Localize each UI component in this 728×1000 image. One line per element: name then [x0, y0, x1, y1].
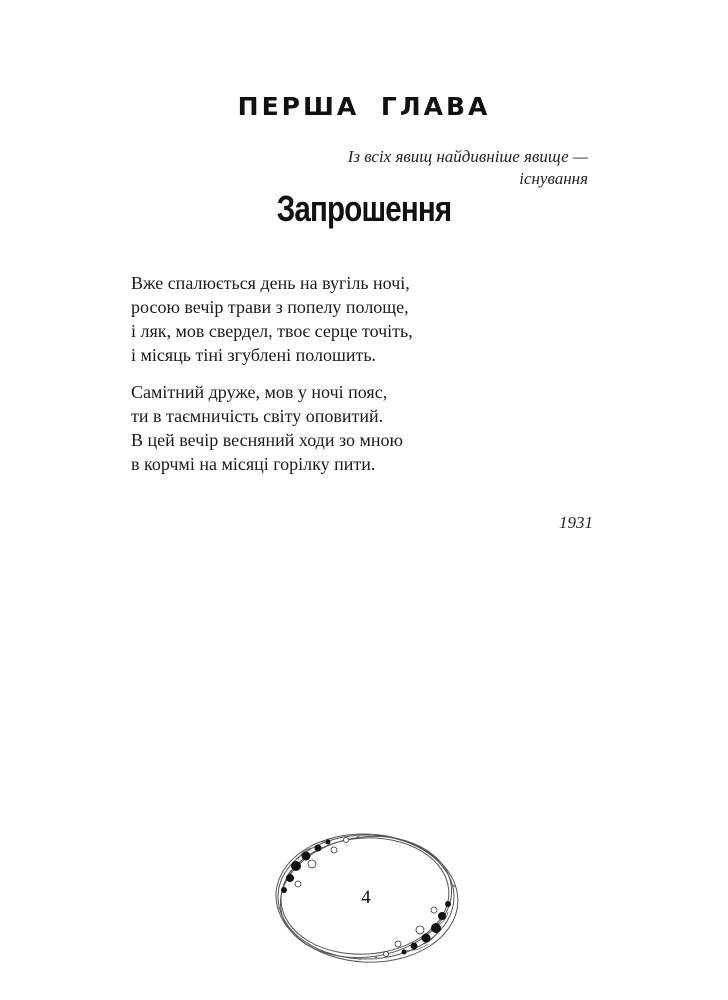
- page-number: 4: [361, 887, 371, 908]
- epigraph-line: Із всіх явищ найдивніше явище —: [347, 147, 588, 166]
- poem-line: росою вечір трави з попелу полоще,: [131, 297, 409, 317]
- chapter-title: ПЕРША ГЛАВА: [237, 92, 491, 121]
- poem-line: В цей вечір весняний ходи зо мною: [131, 430, 403, 450]
- epigraph-line: існування: [519, 169, 588, 188]
- poem-line: і місяць тіні згублені полошить.: [131, 345, 377, 365]
- poem-line: Самітний друже, мов у ночі пояс,: [131, 382, 388, 402]
- poem-line: ти в таємничість світу оповитий.: [131, 406, 384, 426]
- poem-date: 1931: [559, 513, 593, 532]
- poem-title: Запрошення: [276, 188, 452, 229]
- poem-stanza: [131, 271, 413, 367]
- poem-line: в корчмі на місяці горілку пити.: [131, 454, 376, 474]
- poem-stanza: [131, 380, 403, 476]
- epigraph: [348, 146, 588, 190]
- poem-line: Вже спалюється день на вугіль ночі,: [131, 273, 410, 293]
- poem-line: і ляк, мов свердел, твоє серце точіть,: [131, 321, 413, 341]
